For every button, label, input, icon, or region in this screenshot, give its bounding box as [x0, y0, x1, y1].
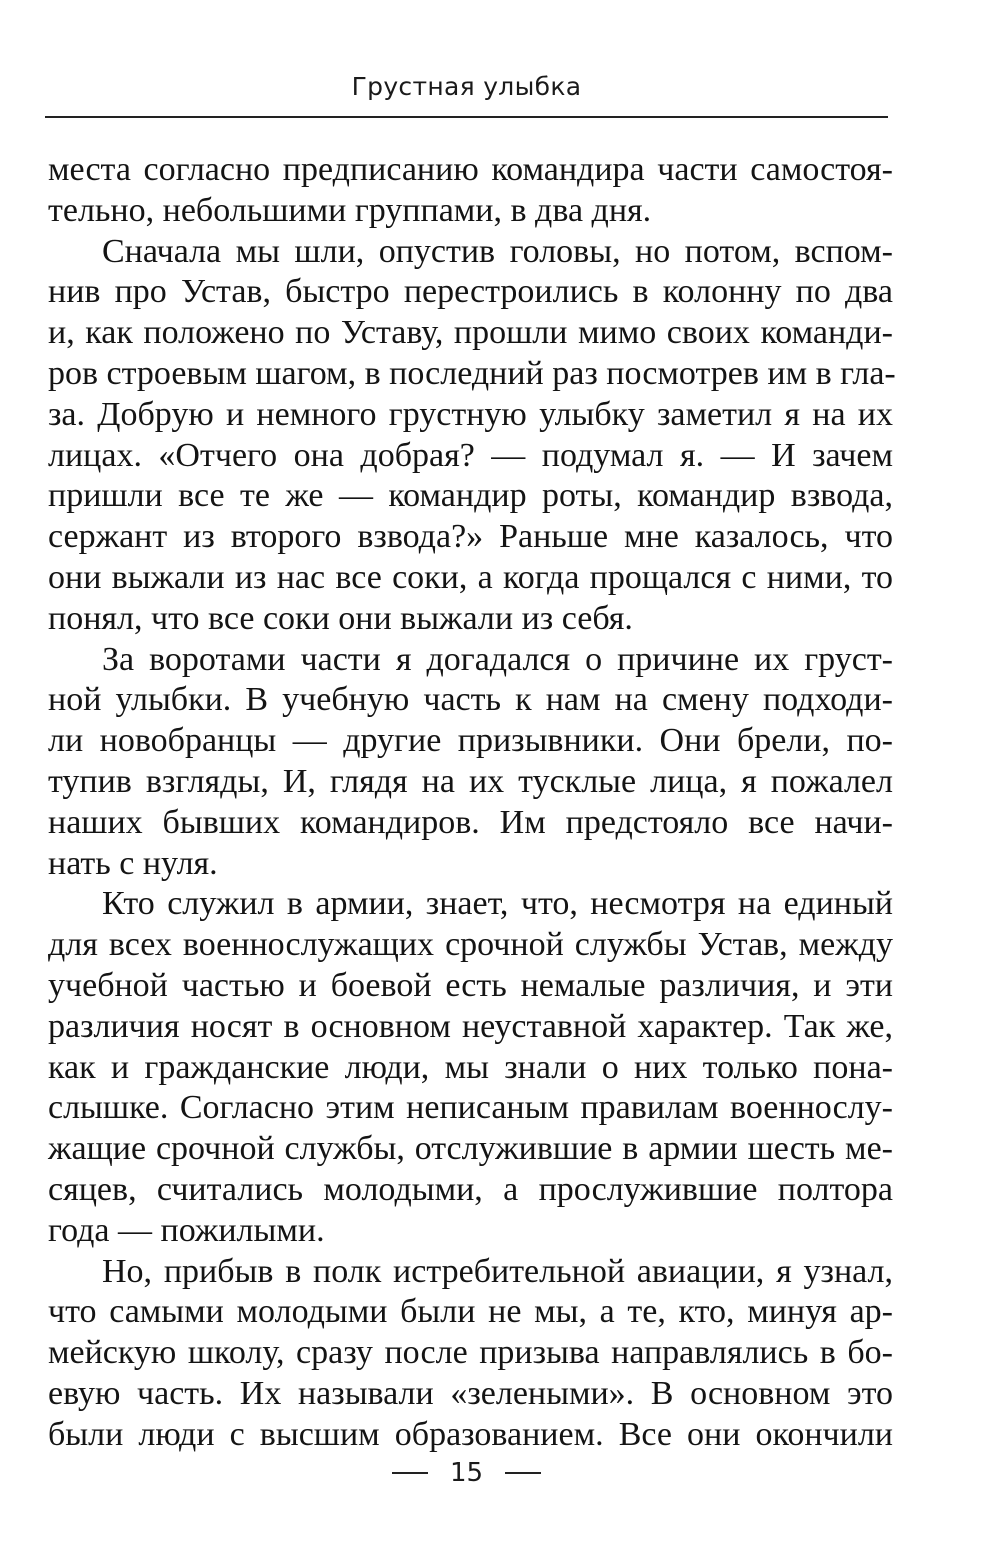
text-line: Но, прибыв в полк истребительной авиации, я узнал,: [102, 1252, 893, 1290]
text-line: ли новобранцы — другие призывники. Они брели, по-: [48, 722, 893, 760]
paragraph: [48, 232, 896, 640]
page-footer: [45, 1458, 888, 1488]
text-line: тупив взгляды, И, глядя на их тусклые лица, я пожалел: [48, 762, 893, 800]
text-line: евую часть. Их называли «зелеными». В основном это: [48, 1374, 893, 1412]
text-line: были люди с высшим образованием. Все они окончили: [48, 1415, 893, 1453]
paragraph: [48, 640, 893, 885]
paragraph: [48, 884, 893, 1251]
text-line: слышке. Согласно этим неписаным правилам военнослу-: [48, 1089, 893, 1127]
text-line: ной улыбки. В учебную часть к нам на смену подходи-: [48, 681, 893, 719]
text-line: наших бывших командиров. Им предстояло все начи-: [48, 803, 893, 841]
text-line: нать с нуля.: [48, 844, 218, 882]
text-line: они выжали из нас все соки, а когда прощался с ними, то: [48, 558, 893, 596]
text-line: и, как положено по Уставу, прошли мимо своих команди-: [48, 314, 893, 352]
running-title: Грустная улыбка: [351, 72, 582, 101]
text-line: ров строевым шагом, в последний раз посмотрев им в гла-: [48, 354, 896, 392]
folio-dash-left: [392, 1472, 428, 1474]
text-line: понял, что все соки они выжали из себя.: [48, 599, 633, 637]
text-line: пришли все те же — командир роты, командир взвода,: [48, 477, 893, 515]
text-line: как и гражданские люди, мы знали о них только пона-: [48, 1048, 893, 1086]
text-line: что самыми молодыми были не мы, а те, кто, минуя ар-: [48, 1293, 893, 1331]
text-line: за. Добрую и немного грустную улыбку заметил я на их: [48, 395, 893, 433]
folio-dash-right: [505, 1472, 541, 1474]
page-number: 15: [449, 1458, 484, 1488]
text-line: мейскую школу, сразу после призыва направлялись в бо-: [48, 1334, 893, 1372]
text-line: для всех военнослужащих срочной службы Устав, между: [48, 926, 893, 964]
header-rule: [45, 116, 888, 118]
paragraph: [48, 1252, 893, 1456]
text-line: места согласно предписанию командира части самостоя-: [48, 151, 893, 188]
text-line: Сначала мы шли, опустив головы, но потом, вспом-: [102, 232, 893, 270]
text-line: Кто служил в армии, знает, что, несмотря на единый: [102, 885, 893, 923]
text-line: За воротами части я догадался о причине их груст-: [102, 640, 893, 678]
text-line: сяцев, считались молодыми, а прослужившие полтора: [48, 1170, 893, 1208]
text-line: нив про Устав, быстро перестроились в колонну по два: [48, 273, 893, 311]
text-line: тельно, небольшими группами, в два дня.: [48, 191, 652, 229]
text-line: учебной частью и боевой есть немалые различия, и эти: [48, 966, 893, 1004]
text-line: сержант из второго взвода?» Раньше мне казалось, что: [48, 518, 893, 556]
text-line: различия носят в основном неуставной характер. Так же,: [48, 1007, 893, 1045]
text-line: года — пожилыми.: [48, 1211, 325, 1249]
body-text: [48, 150, 896, 1456]
paragraph: [48, 150, 893, 232]
text-line: лицах. «Отчего она добрая? — подумал я. — И зачем: [48, 436, 893, 474]
text-line: жащие срочной службы, отслужившие в армии шесть ме-: [48, 1130, 893, 1168]
